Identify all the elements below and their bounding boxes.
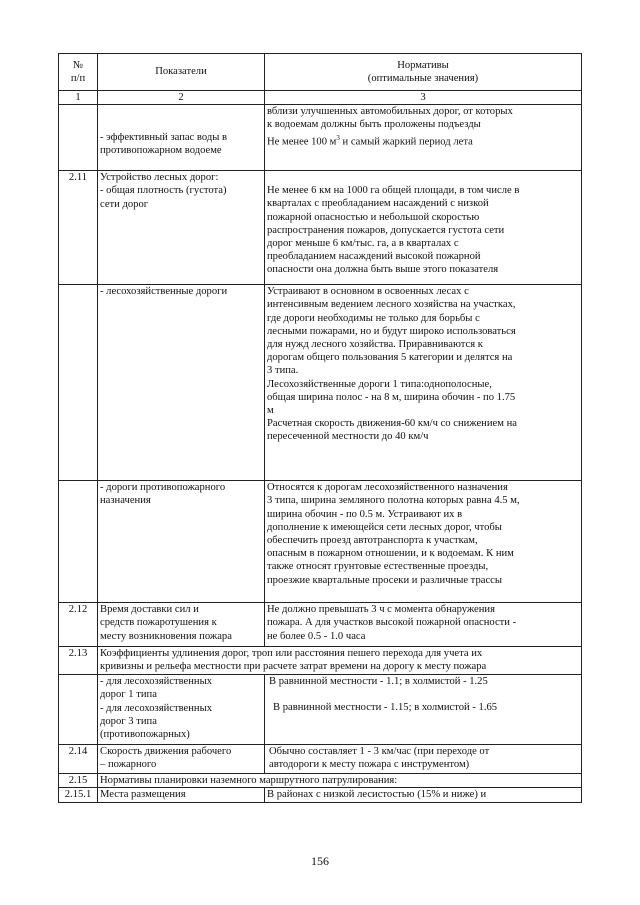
table-row-2-14 [59,745,582,774]
indicator-line: (противопожарных) [100,729,190,741]
row-norm [265,745,582,774]
row-norm: В районах с низкой лесистостью (15% и ниже) и [265,788,582,802]
norm-line: дополнение к имеющейся сети лесных дорог, чтобы [267,521,502,533]
table-row-fire-roads [59,481,582,603]
norm-line: 3 типа, ширина земляного полотна которых равна 4.5 м, [267,495,520,507]
row-span-text [98,647,582,675]
row-indicator [98,603,265,647]
norm-line: пожарной опасностью и небольшой скоростью [267,211,480,223]
table-row-2-11 [59,171,582,285]
span-line: Коэффициенты удлинения дорог, троп или расстояния пешего перехода для учета их [100,648,483,660]
indicator-line: Время доставки сил и [100,604,199,616]
norm-line: лесными пожарами, но и будут широко использоваться [267,325,516,337]
row-num [59,481,98,603]
indicator-line: - для лесохозяйственных [100,676,213,688]
table-row-2-13 [59,647,582,675]
row-num [59,105,98,171]
norm-line: Обычно составляет 1 - 3 км/час (при переходе от [269,746,490,758]
header-num-line: п/п [70,73,86,84]
row-span-text: Нормативы планировки наземного маршрутного патрулирования: [98,774,582,788]
norm-line: к водоемам должны быть проложены подъезды [267,119,481,131]
table-row-2-12 [59,603,582,647]
header-indicator: Показатели [98,54,265,91]
indicator-line: дорог 1 типа [100,689,157,701]
norm-line: для нужд лесного хозяйства. Приравниваются к [267,339,483,351]
indicator-line: сети дорог [100,198,149,210]
norm-line: автодороги к месту пожара с инструментом) [269,759,470,771]
norm-line: ширина обочин - по 0.5 м. Устраивают их в [267,508,463,520]
norm-line: Не должно превышать 3 ч с момента обнаружения [267,604,495,616]
norm-line: Относятся к дорогам лесохозяйственного назначения [267,482,508,494]
indicator-line: месту возникновения пожара [100,630,232,642]
norm-line: м [267,405,274,417]
norm-line: пожара. А для участков высокой пожарной опасности - [267,617,517,629]
table-row-2-15 [59,774,582,788]
norm-line: пересеченной местности до 40 км/ч [267,431,429,443]
norm-line: дорогам общего пользования 5 категории и делятся на [267,352,513,364]
norm-volume: Не менее 100 м [267,136,337,148]
indicator-line: - эффективный запас воды в [100,132,227,144]
norm-line: не более 0.5 - 1.0 часа [267,630,366,642]
indicator-line: дорог 3 типа [100,715,157,727]
row-num [59,675,98,745]
col-number-2: 2 [98,91,265,105]
header-norms-line: Нормативы [397,59,449,71]
row-num: 2.14 [59,745,98,774]
table-row-2-15-1 [59,788,582,802]
row-norm [265,171,582,285]
table-row-forestry-roads [59,285,582,481]
norm-line: опасности она должна быть выше этого показателя [267,264,499,276]
col-number-1: 1 [59,91,98,105]
row-indicator [98,105,265,171]
norm-line: проезжие квартальные просеки и различные трассы [267,574,502,586]
norm-line: Расчетная скорость движения-60 км/ч со снижением на [267,418,517,430]
indicator-line: - общая плотность (густота) [100,185,227,197]
row-norm [265,285,582,481]
row-indicator [98,675,265,745]
row-indicator [98,745,265,774]
row-num [59,285,98,481]
norm-line: общая ширина полос - на 8 м, ширина обочин - по 1.75 [267,391,516,403]
norm-line: В равнинной местности - 1.1; в холмистой - 1.25 [269,676,488,688]
indicator-line: – пожарного [100,759,157,771]
table-row-water-supply [59,105,582,171]
norms-table [58,53,582,803]
header-num-line: № [72,59,84,71]
row-num: 2.11 [59,171,98,285]
norm-line: Устраивают в основном в освоенных лесах с [267,286,469,298]
indicator-line: Устройство лесных дорог: [100,172,219,184]
norm-line [267,132,579,149]
page-number: 156 [311,854,329,868]
indicator-line: назначения [100,495,151,507]
norm-line: опасным в пожарном отношении, и к водоемам. К ним [267,548,514,560]
row-indicator [98,481,265,603]
table-row-2-13-sub [59,675,582,745]
norm-line: вблизи улучшенных автомобильных дорог, от которых [267,106,513,118]
norm-line: дорог меньше 6 км/тыс. га, а в кварталах с [267,238,459,250]
norm-line: Лесохозяйственные дороги 1 типа:однополосные, [267,378,492,390]
row-num: 2.15.1 [59,788,98,802]
norm-line: Не менее 6 км на 1000 га общей площади, в том числе в [267,185,520,197]
span-line: кривизны и рельефа местности при расчете затрат времени на дорогу к месту пожара [100,661,487,673]
norm-line: распространения пожаров, допускается густота сети [267,224,505,236]
indicator-line: Скорость движения рабочего [100,746,232,758]
indicator-line: - дороги противопожарного [100,482,226,494]
norm-line: В равнинной местности - 1.15; в холмистой - 1.65 [273,702,498,714]
norm-line: 3 типа. [267,365,299,377]
norm-line: где дороги необходимы не только для борьбы с [267,312,480,324]
row-num: 2.13 [59,647,98,675]
header-norms-line: (оптимальные значения) [367,73,479,84]
indicator-line: противопожарном водоеме [100,145,222,157]
row-indicator: Места размещения [98,788,265,802]
row-norm [265,481,582,603]
norm-line: также относят грунтовые естественные проезды, [267,561,489,573]
header-num [59,54,98,91]
header-norms [265,54,582,91]
row-norm [265,603,582,647]
norm-line: обеспечить проезд автотранспорта к участкам, [267,535,478,547]
column-number-row [59,91,582,105]
row-indicator [98,285,265,481]
col-number-3: 3 [265,91,582,105]
norm-line: преобладанием насаждений высокой пожарной [267,251,481,263]
row-num: 2.15 [59,774,98,788]
row-num: 2.12 [59,603,98,647]
norm-line: кварталах с преобладанием насаждений с низкой [267,198,489,210]
header-row [59,54,582,91]
norm-line: интенсивным ведением лесного хозяйства на участках, [267,299,516,311]
indicator-line: - лесохозяйственные дороги [100,286,228,298]
indicator-line: средств пожаротушения к [100,617,217,629]
row-norm [265,675,582,745]
row-indicator [98,171,265,285]
indicator-line: - для лесохозяйственных [100,702,213,714]
row-norm [265,105,582,171]
norm-season: и самый жаркий период лета [339,136,473,148]
cubic-superscript: 3 [336,133,340,142]
